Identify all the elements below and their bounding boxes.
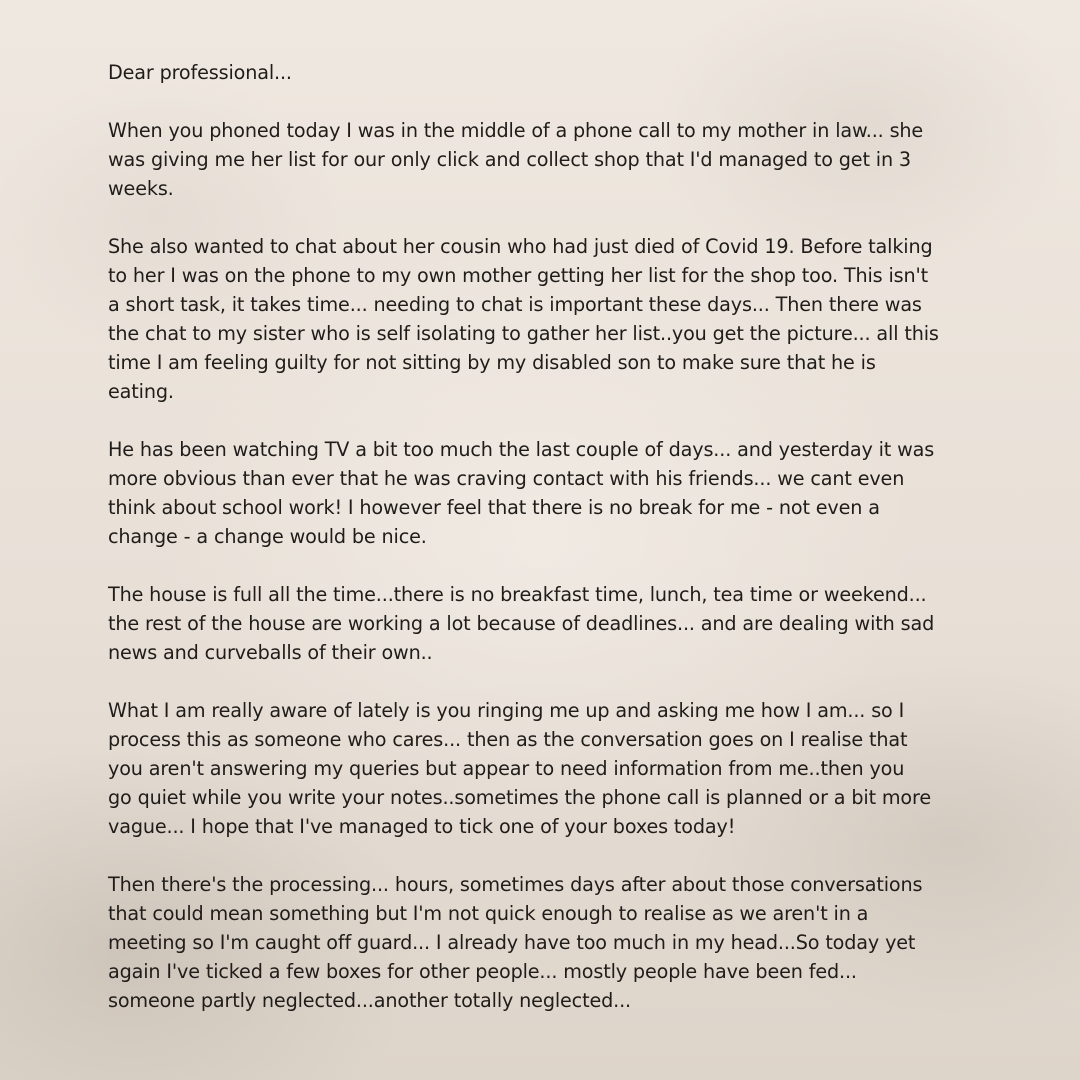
letter-body [108, 58, 988, 1015]
paragraph-6: Then there's the processing... hours, sometimes days after about those conversations that could mean something but I'm not quick enough to realise as we aren't in a meeting so I'm caught off guard... I already have too much in my head...So today yet again I've ticked a few boxes for other people... mostly people have been fed... someone partly neglected...another totally neglected... [108, 873, 923, 1012]
paragraph-1: When you phoned today I was in the middle of a phone call to my mother in law... she was giving me her list for our only click and collect shop that I'd managed to get in 3 weeks. [108, 119, 924, 200]
paragraph-3: He has been watching TV a bit too much the last couple of days... and yesterday it was more obvious than ever that he was craving contact with his friends... we cant even think about school work! I however feel that there is no break for me - not even a change - a change would be nice. [108, 438, 935, 548]
paragraph-5: What I am really aware of lately is you ringing me up and asking me how I am... so I process this as someone who cares... then as the conversation goes on I realise that you aren't answering my queries but appear to need information from me..then you go quiet while you write your notes..sometimes the phone call is planned or a bit more vague... I hope that I've managed to tick one of your boxes today! [108, 699, 931, 838]
salutation: Dear professional... [108, 61, 292, 84]
paragraph-2: She also wanted to chat about her cousin who had just died of Covid 19. Before talking to her I was on the phone to my own mother getting her list for the shop too. This isn't a short task, it takes time... needing to chat is important these days... Then there was the chat to my sister who is self isolating to gather her list..you get the picture... all this time I am feeling guilty for not sitting by my disabled son to make sure that he is eating. [108, 235, 939, 403]
paragraph-4: The house is full all the time...there is no breakfast time, lunch, tea time or weekend... the rest of the house are working a lot because of deadlines... and are dealing with sad news and curveballs of their own.. [108, 583, 935, 664]
